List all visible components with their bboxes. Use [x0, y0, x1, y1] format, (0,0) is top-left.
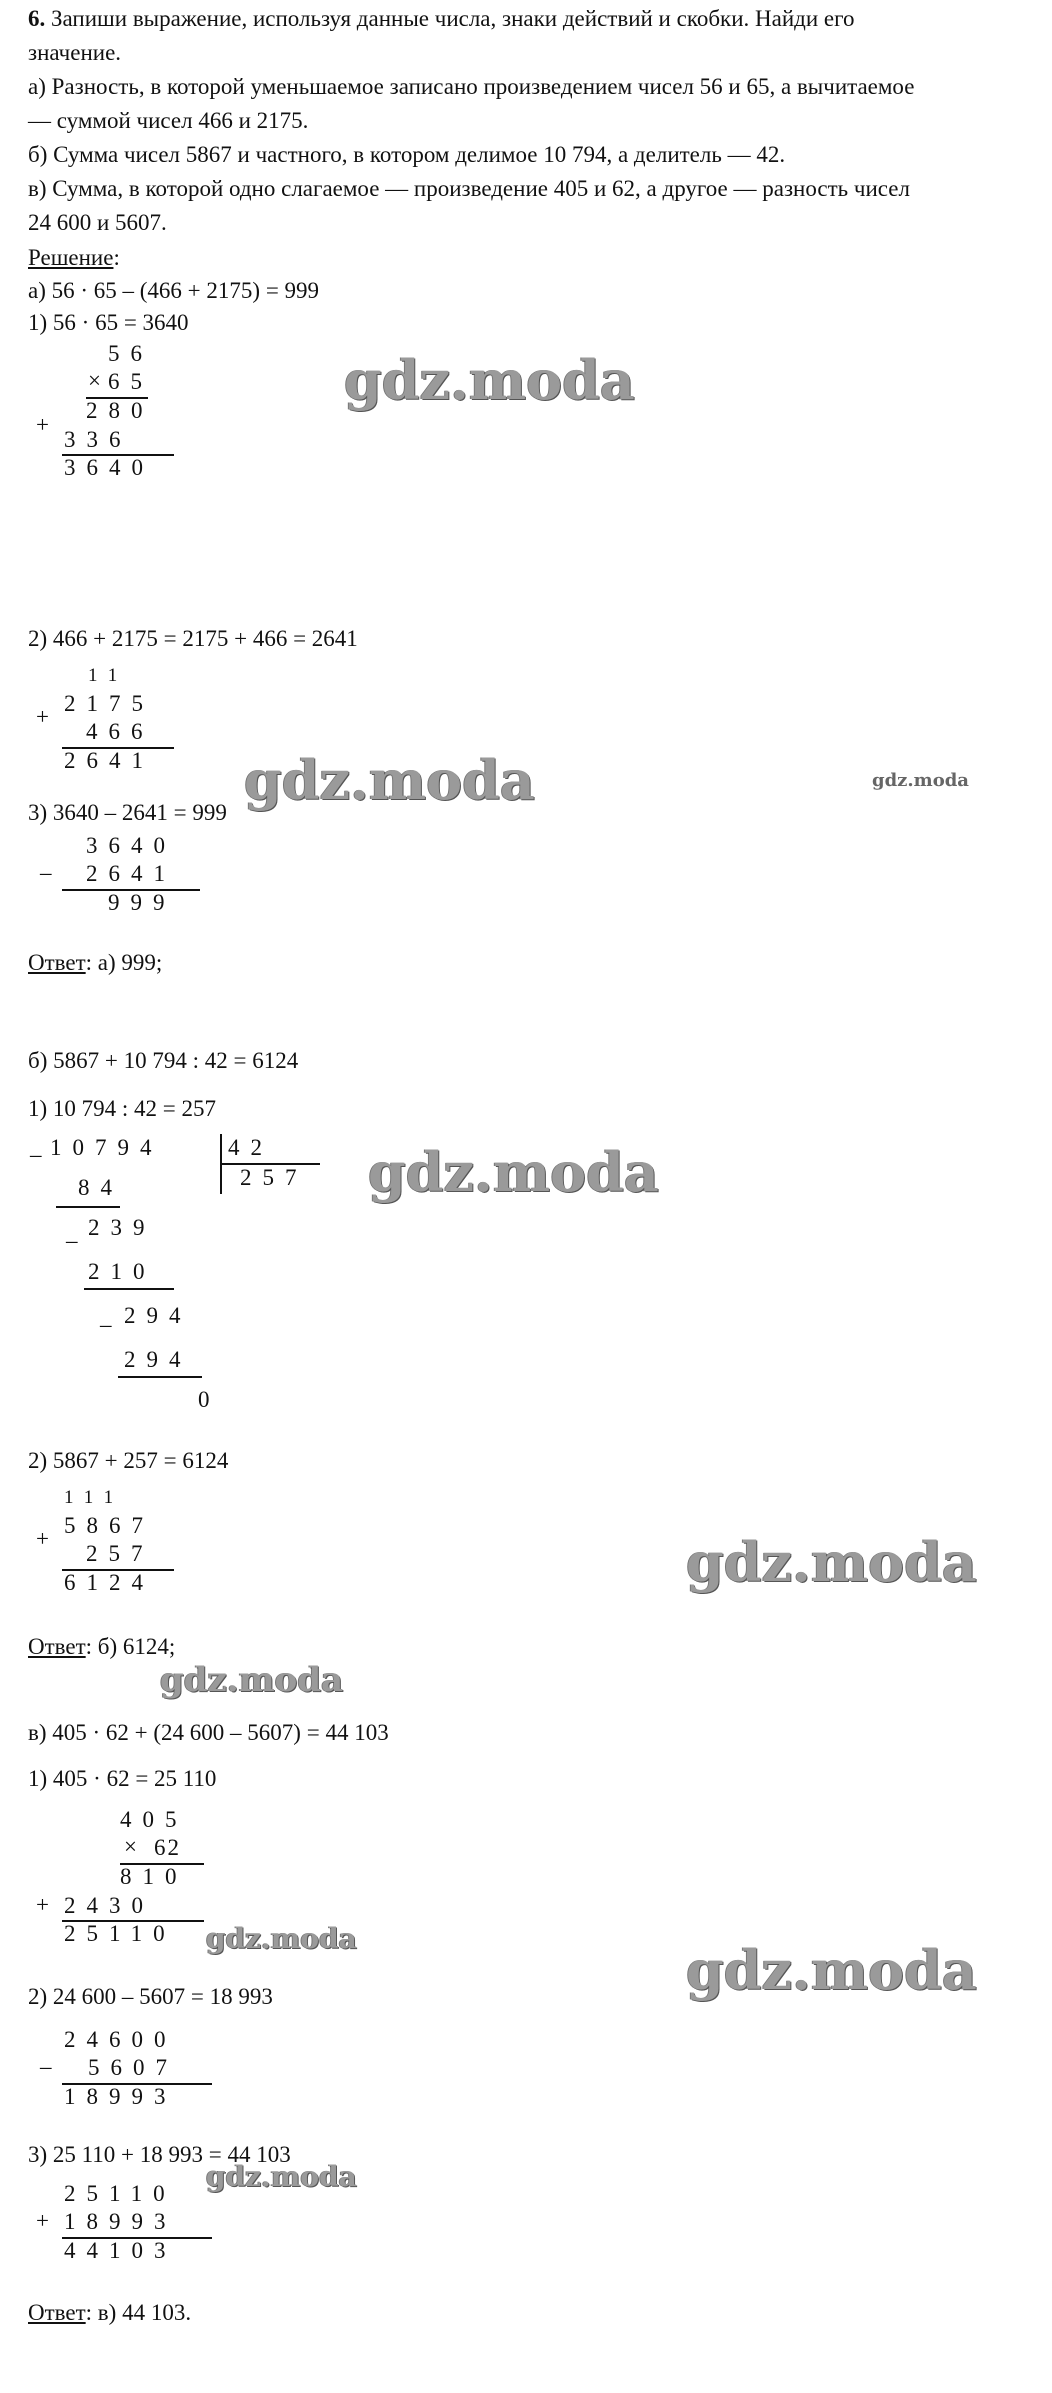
part-a-step-3: 3) 3640 – 2641 = 999: [28, 800, 227, 825]
plus-sign: +: [36, 2208, 49, 2233]
part-c-step-3: 3) 25 110 + 18 993 = 44 103: [28, 2142, 291, 2167]
part-b-answer: [28, 1632, 175, 1662]
solution-label: Решение: [28, 245, 114, 270]
part-c-answer: [28, 2298, 191, 2328]
carry-digits: 11: [88, 665, 129, 686]
mul-row-4: 2430: [64, 1893, 154, 1918]
watermark: gdz.moda: [368, 1140, 659, 1204]
mul-row-1: 56: [108, 341, 153, 366]
plus-sign: +: [36, 412, 49, 437]
answer-label: Ответ: [28, 1634, 86, 1659]
watermark: gdz.moda: [206, 1922, 357, 1955]
task-text: Запиши выражение, используя данные числа, знаки действий и скобки. Найди его: [51, 6, 855, 31]
remainder-2: 294: [124, 1303, 192, 1328]
part-a-expression: а) 56 · 65 – (466 + 2175) = 999: [28, 278, 320, 303]
watermark: gdz.moda: [344, 348, 635, 412]
plus-sign: +: [36, 704, 49, 729]
partial-product-1: 84: [78, 1175, 123, 1200]
part-a-subtraction: [36, 832, 196, 932]
add-row-3: 44103: [64, 2238, 177, 2263]
minus-sign: –: [30, 1142, 42, 1167]
solution-colon: :: [113, 245, 120, 270]
plus-sign: +: [36, 1526, 49, 1551]
part-b-step-2: 2) 5867 + 257 = 6124: [28, 1448, 229, 1473]
part-a-answer: [28, 948, 162, 978]
task-c-line-1: в) Сумма, в которой одно слагаемое — произведение 405 и 62, а другое — разность чисел: [28, 176, 910, 201]
remainder-1: 239: [88, 1215, 156, 1240]
mul-sign: ×: [88, 368, 101, 393]
sub-row-1: 3640: [86, 833, 176, 858]
mul-row-3: 280: [86, 398, 154, 423]
part-b-addition: [36, 1484, 216, 1604]
sub-row-1: 24600: [64, 2027, 177, 2052]
part-b-step-1: 1) 10 794 : 42 = 257: [28, 1096, 217, 1121]
task-line-2: значение.: [28, 40, 122, 65]
minus-sign: –: [40, 2054, 52, 2079]
mul-row-4: 336: [64, 427, 132, 452]
part-a-step-1: 1) 56 · 65 = 3640: [28, 310, 189, 335]
add-row-1: 5867: [64, 1513, 154, 1538]
division-line-2: [84, 1288, 174, 1290]
answer-label: Ответ: [28, 950, 86, 975]
task-line-1: [28, 4, 854, 34]
watermark: gdz.moda: [244, 748, 535, 812]
sub-row-2: 5607: [88, 2055, 178, 2080]
partial-product-3: 294: [124, 1347, 192, 1372]
part-c-step-1: 1) 405 · 62 = 25 110: [28, 1766, 217, 1791]
add-row-1: 2175: [64, 691, 154, 716]
answer-label: Ответ: [28, 2300, 86, 2325]
add-row-2: 18993: [64, 2209, 177, 2234]
task-number: 6.: [28, 6, 46, 31]
part-c-subtraction: [36, 2026, 236, 2126]
mul-row-2: 62: [154, 1835, 181, 1860]
add-row-2: 257: [86, 1541, 154, 1566]
divisor: 42: [228, 1135, 273, 1160]
sub-row-2: 2641: [86, 861, 176, 886]
part-b-expression: б) 5867 + 10 794 : 42 = 6124: [28, 1048, 299, 1073]
mul-row-5: 25110: [64, 1921, 176, 1946]
mul-row-1: 405: [120, 1807, 188, 1832]
task-c-line-2: 24 600 и 5607.: [28, 210, 167, 235]
carry-digits: 111: [64, 1487, 125, 1508]
answer-value: : а) 999;: [85, 950, 163, 975]
watermark: gdz.moda: [686, 1530, 977, 1594]
sub-row-3: 999: [108, 890, 176, 915]
part-a-step-2: 2) 466 + 2175 = 2175 + 466 = 2641: [28, 626, 358, 651]
minus-sign: –: [100, 1312, 112, 1337]
division-line-3: [118, 1376, 202, 1378]
part-c-expression: в) 405 · 62 + (24 600 – 5607) = 44 103: [28, 1720, 389, 1745]
add-row-3: 6124: [64, 1570, 154, 1595]
mul-row-3: 810: [120, 1864, 188, 1889]
solution-heading: [28, 243, 120, 273]
sub-row-3: 18993: [64, 2084, 177, 2109]
part-a-multiplication: [36, 340, 196, 480]
watermark: gdz.moda: [872, 770, 969, 791]
answer-value: : в) 44 103.: [85, 2300, 192, 2325]
final-remainder: 0: [198, 1387, 221, 1412]
watermark: gdz.moda: [206, 2160, 357, 2193]
watermark: gdz.moda: [160, 1660, 344, 1700]
mul-row-2: 65: [108, 369, 153, 394]
add-row-2: 466: [86, 719, 154, 744]
add-row-3: 2641: [64, 748, 154, 773]
watermark: gdz.moda: [686, 1938, 977, 2002]
task-a-line-1: а) Разность, в которой уменьшаемое записано произведением чисел 56 и 65, а вычитаемое: [28, 74, 915, 99]
part-c-step-2: 2) 24 600 – 5607 = 18 993: [28, 1984, 273, 2009]
mul-sign: ×: [124, 1834, 137, 1859]
minus-sign: –: [66, 1228, 78, 1253]
part-b-long-division: [28, 1134, 348, 1434]
division-line-1: [56, 1206, 120, 1208]
part-a-addition: [36, 662, 196, 782]
quotient: 257: [240, 1165, 308, 1190]
plus-sign: +: [36, 1892, 49, 1917]
partial-product-2: 210: [88, 1259, 156, 1284]
minus-sign: –: [40, 860, 52, 885]
task-b-line: б) Сумма чисел 5867 и частного, в котором делимое 10 794, а делитель — 42.: [28, 142, 786, 167]
part-c-addition: [36, 2180, 236, 2280]
answer-value: : б) 6124;: [85, 1634, 176, 1659]
dividend: 10794: [50, 1135, 163, 1160]
mul-row-5: 3640: [64, 455, 154, 480]
task-a-line-2: — суммой чисел 466 и 2175.: [28, 108, 309, 133]
add-row-1: 25110: [64, 2181, 176, 2206]
